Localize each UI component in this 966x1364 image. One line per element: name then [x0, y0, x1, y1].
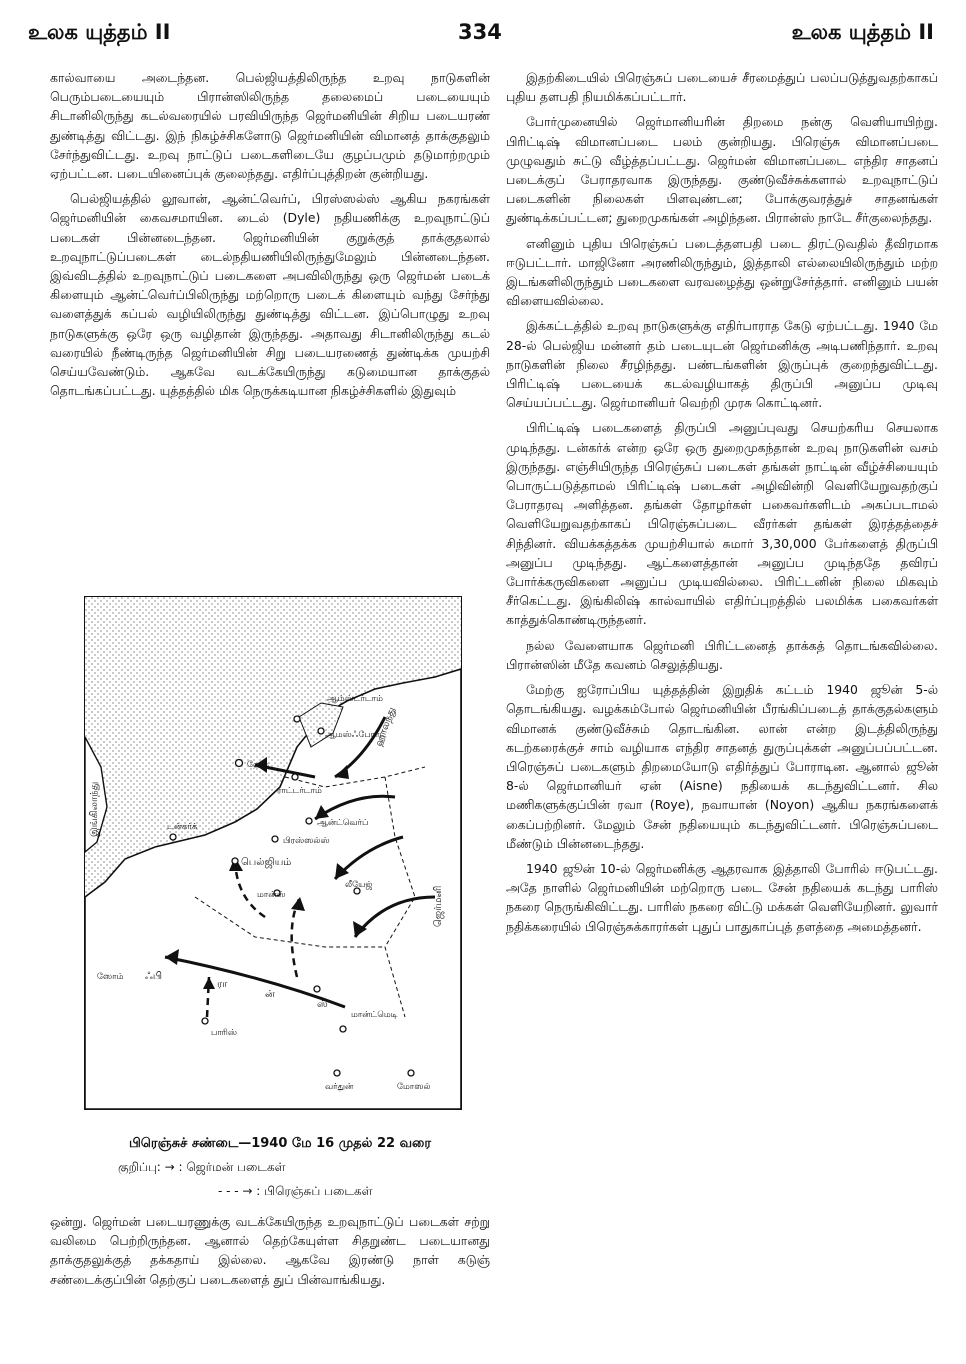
map-label-liege: லீயேஜ் — [345, 880, 373, 890]
map-label-dunkirk: டன்கர்க் — [167, 822, 198, 832]
page-number: 334 — [458, 20, 502, 44]
map-label-brussels: பிரஸ்ஸல்ஸ் — [283, 836, 330, 846]
paragraph: பிரிட்டிஷ் படைகளைத் திருப்பி அனுப்புவது செயற்கரிய செயலாக முடிந்தது. டன்கர்க் என்ற ஒரே ஒரு துறைமுகந்தான் உறவு நாடுகளின் வசம் இருந்தது. எஞ்சியிருந்த பிரெஞ்சுப் படைகள் தங்கள் நாட்டின் வீழ்ச்சியையும் பொருட்படுத்தாமல் பிரிட்டிஷ் படைகள் அழிவின்றி வெளியேறுவதற்குப் பேராதரவு அளித்தன. தங்கள் தோழர்கள் பகைவர்களிடம் அகப்படாமல் வெளியேறுவதற்காகப் பிரெஞ்சுப்படை வீரர்கள் தங்கள் இரத்தத்தைச் சிந்தினர். வியக்கத்தக்க முயற்சியால் சுமார் 3,30,000 பேர்களைத் திருப்பி அனுப்ப முடிந்தது. ஆட்களைத்தான் அனுப்ப முடிந்ததே தவிரப் போர்க்கருவிகளை அனுப்ப முடியவில்லை. பிரிட்டனின் நிலை மிகவும் சீர்கெட்டது. இங்கிலிஷ் கால்வாயில் எதிர்ப்புறத்தில் பலமிக்க பகைவர்கள் காத்துக்கொண்டிருந்தனர். — [506, 420, 938, 628]
map-label-rotterdam: ராட்டர்டாம் — [277, 786, 322, 796]
right-column — [506, 68, 938, 942]
map-drawing — [85, 597, 461, 1109]
left-column-continued — [50, 1212, 490, 1289]
map-legend-german — [118, 1160, 285, 1176]
map-label-mons: மான்ஸ் — [257, 890, 286, 900]
map-label-meuse: மோஸல் — [397, 1082, 431, 1092]
left-column — [50, 68, 490, 406]
map-label-holland: ஹாலந்து — [373, 705, 398, 749]
map-label-verdun: வர்துன் — [325, 1082, 354, 1092]
map-label-france-3: ன் — [265, 989, 275, 1000]
paragraph: எனினும் புதிய பிரெஞ்சுப் படைத்தளபதி படை திரட்டுவதில் தீவிரமாக ஈடுபட்டார். மாஜினோ அரணிலிருந்தும், இத்தாலி எல்லையிலிருந்தும் மற்ற இடங்களிலிருந்தும் படைகளை வரவழைத்து ஒன்றுசேர்த்தார். எனினும் பயன் விளையவில்லை. — [506, 235, 938, 309]
map-label-hague: ஹேக் — [247, 760, 269, 770]
map-label-somme: ஸோம் — [97, 972, 124, 982]
paragraph: நல்ல வேளையாக ஜெர்மனி பிரிட்டனைத் தாக்கத் தொடங்கவில்லை. பிரான்ஸின் மீதே கவனம் செலுத்தியது. — [506, 637, 938, 672]
map-label-france-1: ஃபி — [145, 971, 162, 982]
paragraph: பெல்ஜியத்தில் லூவான், ஆன்ட்வெர்ப், பிரஸ்ஸல்ஸ் ஆகிய நகரங்கள் ஜெர்மனியின் கைவசமாயின. டைல் (Dyle) நதியணிக்கு உறவுநாட்டுப் படைகள் பின்னடைந்தன. ஜெர்மனியின் குறுக்குத் தாக்குதலால் உறவுநாட்டுப்படைகள் டைல்நதியணியிலிருந்துமேலும் பின்னடைந்தன. இவ்விடத்தில் உறவுநாட்டுப் படைகளை அபவிலிருந்து ஒரு ஜெர்மன் படைக் கிளையும் ஆன்ட்வெர்ப்பிலிருந்து மற்றொரு படைக் கிளையும் வந்து சேர்ந்து வளைத்துக் கப்பல் வழியிலிருந்து துண்டித்து விட்டன. இப்பொழுது உறவு நாடுகளுக்கு ஒரே ஒரு வழிதான் இருந்தது. அதாவது சிடானிலிருந்து கடல் வரையில் நீண்டிருந்த ஜெர்மனியின் சிறு படையரணைத் துண்டிக்க முயற்சி செய்யவேண்டும். ஆகவே வடக்கேயிருந்து கடுமையான தாக்குதல் தொடங்கப்பட்டது. யுத்தத்தில் மிக நெருக்கடியான நிகழ்ச்சிகளில் இதுவும் — [50, 191, 490, 399]
battle-map — [84, 596, 462, 1110]
paragraph: கால்வாயை அடைந்தன. பெல்ஜியத்திலிருந்த உறவு நாடுகளின் பெரும்படையையும் பிரான்ஸிலிருந்த தலைமைப் படையையும் சிடானிலிருந்து கடல்வரையில் பரவியிருந்த ஜெர்மனியின் சிறிய படையரண் துண்டித்து விட்டது. இந் நிகழ்ச்சிகளோடு ஜெர்மனியின் விமானத் தாக்குதலும் சேர்ந்துவிட்டது. உறவு நாட்டுப் படைகளிடையே குழப்பமும் தடுமாற்றமும் ஏற்பட்டன. படையினைப்புக் குலைந்தது. எதிர்ப்புத்திறன் குன்றியது. — [50, 70, 490, 182]
paragraph: இதற்கிடையில் பிரெஞ்சுப் படையைச் சீரமைத்துப் பலப்படுத்துவதற்காகப் புதிய தளபதி நியமிக்கப்பட்டார். — [506, 70, 938, 105]
map-label-paris: பாரிஸ் — [211, 1028, 238, 1038]
paragraph: இக்கட்டத்தில் உறவு நாடுகளுக்கு எதிர்பாராத கேடு ஏற்பட்டது. 1940 மே 28-ல் பெல்ஜிய மன்னர் தம் படையுடன் ஜெர்மனிக்கு அடிபணிந்தார். உறவு நாடுகளின் நிலை சீரழிந்தது. பண்டங்களின் இருப்புக் குறைந்துவிட்டது. பிரிட்டிஷ் படையைக் கடல்வழியாகத் திருப்பி அனுப்ப முடிவு செய்யப்பட்டது. ஜெர்மானியர் வெற்றி முரசு கொட்டினர். — [506, 318, 938, 411]
running-header-right: உலக யுத்தம் II — [791, 20, 934, 44]
map-label-england: இங்கிலாந்து — [89, 781, 100, 837]
paragraph: 1940 ஜூன் 10-ல் ஜெர்மனிக்கு ஆதரவாக இத்தாலி போரில் ஈடுபட்டது. அதே நாளில் ஜெர்மனியின் மற்றொரு படை சேன் நதியைக் கடந்து பாரிஸ் நகரை நெருங்கிவிட்டது. பாரிஸ் நகரை விட்டு மக்கள் வெளியேறினர். லுவார் நதிக்கரையில் பிரெஞ்சுக்காரர்கள் புதுப் பாதுகாப்புத் தளத்தை அமைத்தனர். — [506, 860, 938, 934]
map-legend-french: - - - → : பிரெஞ்சுப் படைகள் — [218, 1184, 373, 1198]
paragraph: போர்முனையில் ஜெர்மானியரின் திறமை நன்கு வெளியாயிற்று. பிரிட்டிஷ் விமானப்படை பலம் குன்றியது. பிரெஞ்சு விமானப்படை முழுவதும் சுட்டு வீழ்த்தப்பட்டது. ஜெர்மன் விமானப்படை எந்திர சாதனப் படைக்குப் பேராதரவாக இருந்தது. குண்டுவீச்சுக்களால் உறவுநாட்டுப் படைகளின் நிலைகள் பிளவுண்டன; போக்குவரத்துச் சாதனங்கள் துண்டிக்கப்பட்டன; துறைமுகங்கள் அழிந்தன. பிரான்ஸ் நாடே சீர்குலைந்தது. — [506, 114, 938, 226]
legend-german-label: → : ஜெர்மன் படைகள் — [164, 1160, 286, 1174]
paragraph: ஒன்று. ஜெர்மன் படையரணுக்கு வடக்கேயிருந்த உறவுநாட்டுப் படைகள் சற்று வலிமை பெற்றிருந்தன. ஆனால் தெற்கேயுள்ள சிதறுண்ட படையானது தாக்குதலுக்குத் தக்கதாய் இல்லை. ஆகவே இரண்டு நாள் கடுஞ் சண்டைக்குப்பின் தெற்குப் படைகளைத் துப் பின்வாங்கியது. — [50, 1214, 490, 1287]
map-label-france-4: ஸ் — [317, 999, 328, 1010]
paragraph: மேற்கு ஐரோப்பிய யுத்தத்தின் இறுதிக் கட்டம் 1940 ஜூன் 5-ல் தொடங்கியது. வழக்கம்போல் ஜெர்மனியின் பீரங்கிப்படைத் தாக்குதல்களும் விமானக் குண்டுவீச்சும் தொடங்கின. லான் என்ற இடத்திலிருந்து கடற்கரைக்குச் சாம் வழியாக எந்திர சாதனத் துருப்புக்கள் அனுப்பப்பட்டன. பிரெஞ்சுப் படைகளும் திறமையோடு எதிர்த்துப் போராடின. ஆனால் ஜூன் 8-ல் ஜெர்மானியர் ஏன் (Aisne) நதியைக் கடந்துவிட்டனர். சில மணிகளுக்குப்பின் ரவா (Roye), நவாயான் (Noyon) ஆகிய நகரங்களைக் கைப்பற்றினர். மேலும் சேன் நதியையும் கடந்துவிட்டனர். பிரெஞ்சுப்படை மீண்டும் பின்னடைந்தது. — [506, 682, 938, 851]
map-label-amersfoort: ஆமஸ்ஃபோர்ட் — [325, 730, 387, 740]
map-label-germany: ஜெர்மனி — [433, 885, 444, 927]
map-label-belgium: பெல்ஜியம் — [241, 857, 292, 868]
legend-title: குறிப்பு: — [118, 1160, 161, 1174]
map-caption: பிரெஞ்சுச் சண்டை—1940 மே 16 முதல் 22 வரை — [128, 1136, 432, 1151]
map-label-amsterdam: ஆம்ஸ்டர்டாம் — [327, 694, 383, 704]
map-label-france-2: ரா — [217, 979, 228, 990]
running-header-left: உலக யுத்தம் II — [28, 20, 171, 44]
map-label-montmedy: மான்ட்மெடி — [351, 1010, 398, 1020]
map-label-antwerp: ஆன்ட்வெர்ப் — [317, 818, 369, 828]
